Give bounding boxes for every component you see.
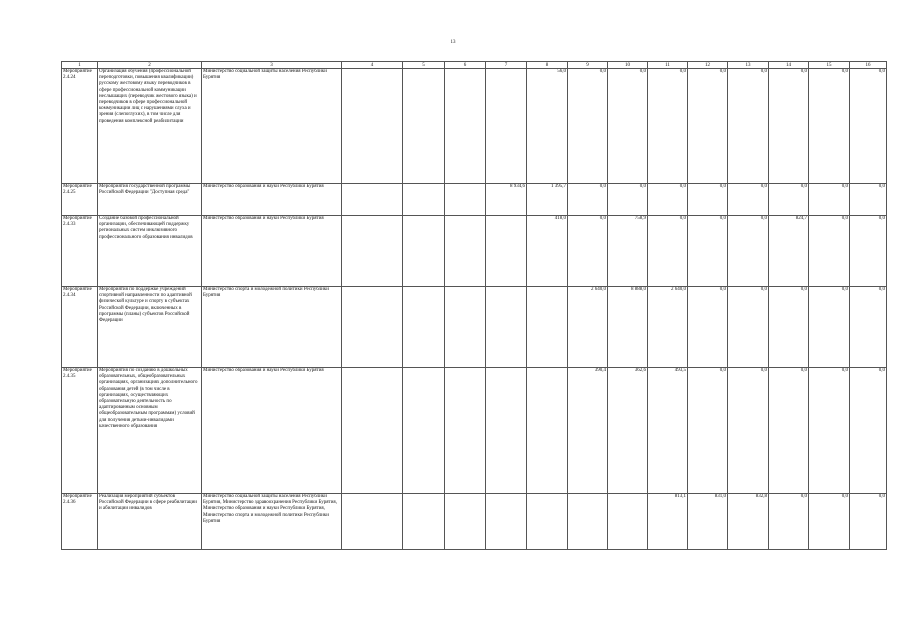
value-cell: 0,0 (648, 184, 688, 216)
value-cell: 0,0 (850, 494, 887, 550)
measure-code: Мероприятие 2.4.35 (62, 368, 98, 494)
value-cell (445, 216, 486, 287)
measure-name: Создание базовой профессиональной организации, обеспечивающей поддержку региональных систем инклюзивного профессионального образования инвалидов (98, 216, 202, 287)
value-cell: 0,0 (769, 494, 809, 550)
value-cell: 0,0 (769, 287, 809, 368)
value-cell: 758,9 (608, 216, 648, 287)
measure-name: Реализация мероприятий субъектов Российской Федерации в сфере реабилитации и абилитации инвалидов (98, 494, 202, 550)
value-cell (568, 494, 608, 550)
value-cell (403, 368, 445, 494)
measure-code: Мероприятие 2.4.34 (62, 287, 98, 368)
value-cell: 0,0 (809, 494, 850, 550)
measure-name: Организация обучения (профессиональной переподготовки, повышения квалификации) русскому жестовому языку переводчиков в сфере профессиональной коммуникации неслышащих (переводчик жестового языка) и переводчиков в сфере профессиональной коммуникации лиц с нарушениями слуха и зрения (слепоглухих), в том числе для проведения комплексной реабилитации (98, 69, 202, 184)
column-header: 1 (62, 62, 98, 69)
value-cell (403, 216, 445, 287)
value-cell (445, 69, 486, 184)
value-cell (486, 494, 527, 550)
table-row (62, 368, 887, 494)
measure-executor: Министерство образования и науки Республики Бурятия (202, 184, 342, 216)
column-header: 14 (769, 62, 809, 69)
value-cell: 824,7 (769, 216, 809, 287)
value-cell: 2 640,0 (648, 287, 688, 368)
value-cell: 0,0 (688, 368, 728, 494)
value-cell: 0,0 (809, 287, 850, 368)
value-cell (342, 287, 403, 368)
table-row (62, 287, 887, 368)
value-cell: 362,6 (608, 368, 648, 494)
measure-executor: Министерство социальной защиты населения Республики Бурятия (202, 69, 342, 184)
value-cell (403, 287, 445, 368)
value-cell: 0,0 (728, 216, 769, 287)
value-cell (342, 216, 403, 287)
value-cell: 418,0 (527, 216, 568, 287)
value-cell: 0,0 (568, 184, 608, 216)
column-header: 13 (728, 62, 769, 69)
value-cell (445, 494, 486, 550)
measure-code: Мероприятие 2.4.25 (62, 184, 98, 216)
value-cell: 0,0 (688, 184, 728, 216)
value-cell: 0,0 (728, 69, 769, 184)
value-cell: 0,0 (608, 69, 648, 184)
value-cell: 1 395,7 (527, 184, 568, 216)
column-header: 16 (850, 62, 887, 69)
measure-executor: Министерство образования и науки Республики Бурятия (202, 368, 342, 494)
value-cell (527, 494, 568, 550)
value-cell: 0,0 (688, 287, 728, 368)
value-cell: 0,0 (809, 216, 850, 287)
value-cell: 0,0 (769, 184, 809, 216)
value-cell (486, 216, 527, 287)
value-cell: 0,0 (850, 216, 887, 287)
value-cell: 493,5 (648, 368, 688, 494)
measure-name: Мероприятия по созданию в дошкольных образовательных, общеобразовательных организациях, организациях дополнительного образования детей (в том числе в организациях, осуществляющих образовательную деятельность по адаптированным основным общеобразовательным программам) условий для получения детьми-инвалидами качественного образования (98, 368, 202, 494)
column-header: 10 (608, 62, 648, 69)
value-cell: 0,0 (809, 69, 850, 184)
value-cell (403, 69, 445, 184)
measure-executor: Министерство социальной защиты населения Республики Бурятия, Министерство здравоохранения Республики Бурятия, Министерство образования и науки Республики Бурятия, Министерство спорта и молодежной политики Республики Бурятия (202, 494, 342, 550)
value-cell: 0,0 (728, 184, 769, 216)
value-cell (445, 368, 486, 494)
value-cell (486, 69, 527, 184)
column-header: 3 (202, 62, 342, 69)
value-cell: 0,0 (688, 69, 728, 184)
value-cell: 390,4 (568, 368, 608, 494)
table-row (62, 494, 887, 550)
value-cell: 8 888,0 (608, 287, 648, 368)
value-cell: 813,1 (648, 494, 688, 550)
value-cell (527, 368, 568, 494)
column-header: 2 (98, 62, 202, 69)
value-cell: 0,0 (728, 287, 769, 368)
value-cell: 0,0 (769, 69, 809, 184)
value-cell: 0,0 (809, 184, 850, 216)
table-row (62, 216, 887, 287)
column-header: 5 (403, 62, 445, 69)
value-cell (527, 287, 568, 368)
column-header: 6 (445, 62, 486, 69)
value-cell: 0,0 (769, 368, 809, 494)
column-header: 9 (568, 62, 608, 69)
measure-executor: Министерство образования и науки Республики Бурятия (202, 216, 342, 287)
value-cell: 0,0 (850, 184, 887, 216)
measure-code: Мероприятие 2.4.24 (62, 69, 98, 184)
value-cell (403, 494, 445, 550)
measure-code: Мероприятие 2.4.33 (62, 216, 98, 287)
budget-table (61, 61, 887, 550)
value-cell (486, 287, 527, 368)
table-row (62, 69, 887, 184)
value-cell: 2 640,0 (568, 287, 608, 368)
measure-name: Мероприятия по поддержке учреждений спортивной направленности по адаптивной физической культуре и спорту в субъектах Российской Федерации, включенных в программы (планы) субъектов Российской Федерации (98, 287, 202, 368)
column-header: 15 (809, 62, 850, 69)
value-cell (486, 368, 527, 494)
value-cell (342, 368, 403, 494)
value-cell: 0,0 (648, 69, 688, 184)
column-header: 12 (688, 62, 728, 69)
column-header: 11 (648, 62, 688, 69)
column-header: 8 (527, 62, 568, 69)
value-cell: 0,0 (809, 368, 850, 494)
page-number: 13 (450, 40, 456, 45)
measure-name: Мероприятия государственной программы Российской Федерации "Доступная среда" (98, 184, 202, 216)
value-cell: 0,0 (568, 69, 608, 184)
header-row (62, 62, 887, 69)
value-cell: 0,0 (688, 216, 728, 287)
value-cell: 0,0 (568, 216, 608, 287)
table-row (62, 184, 887, 216)
value-cell: 0,0 (728, 368, 769, 494)
measure-code: Мероприятие 2.4.36 (62, 494, 98, 550)
column-header: 7 (486, 62, 527, 69)
measure-executor: Министерство спорта и молодежной политики Республики Бурятия (202, 287, 342, 368)
value-cell (445, 287, 486, 368)
value-cell (342, 494, 403, 550)
value-cell: 831,0 (688, 494, 728, 550)
value-cell (445, 184, 486, 216)
value-cell (342, 184, 403, 216)
value-cell: 832,8 (728, 494, 769, 550)
value-cell (403, 184, 445, 216)
value-cell (608, 494, 648, 550)
column-header: 4 (342, 62, 403, 69)
value-cell: 0,0 (850, 287, 887, 368)
value-cell: 56,0 (527, 69, 568, 184)
value-cell: 8 934,6 (486, 184, 527, 216)
value-cell: 0,0 (648, 216, 688, 287)
value-cell: 0,0 (850, 69, 887, 184)
value-cell: 0,0 (850, 368, 887, 494)
value-cell (342, 69, 403, 184)
value-cell: 0,0 (608, 184, 648, 216)
